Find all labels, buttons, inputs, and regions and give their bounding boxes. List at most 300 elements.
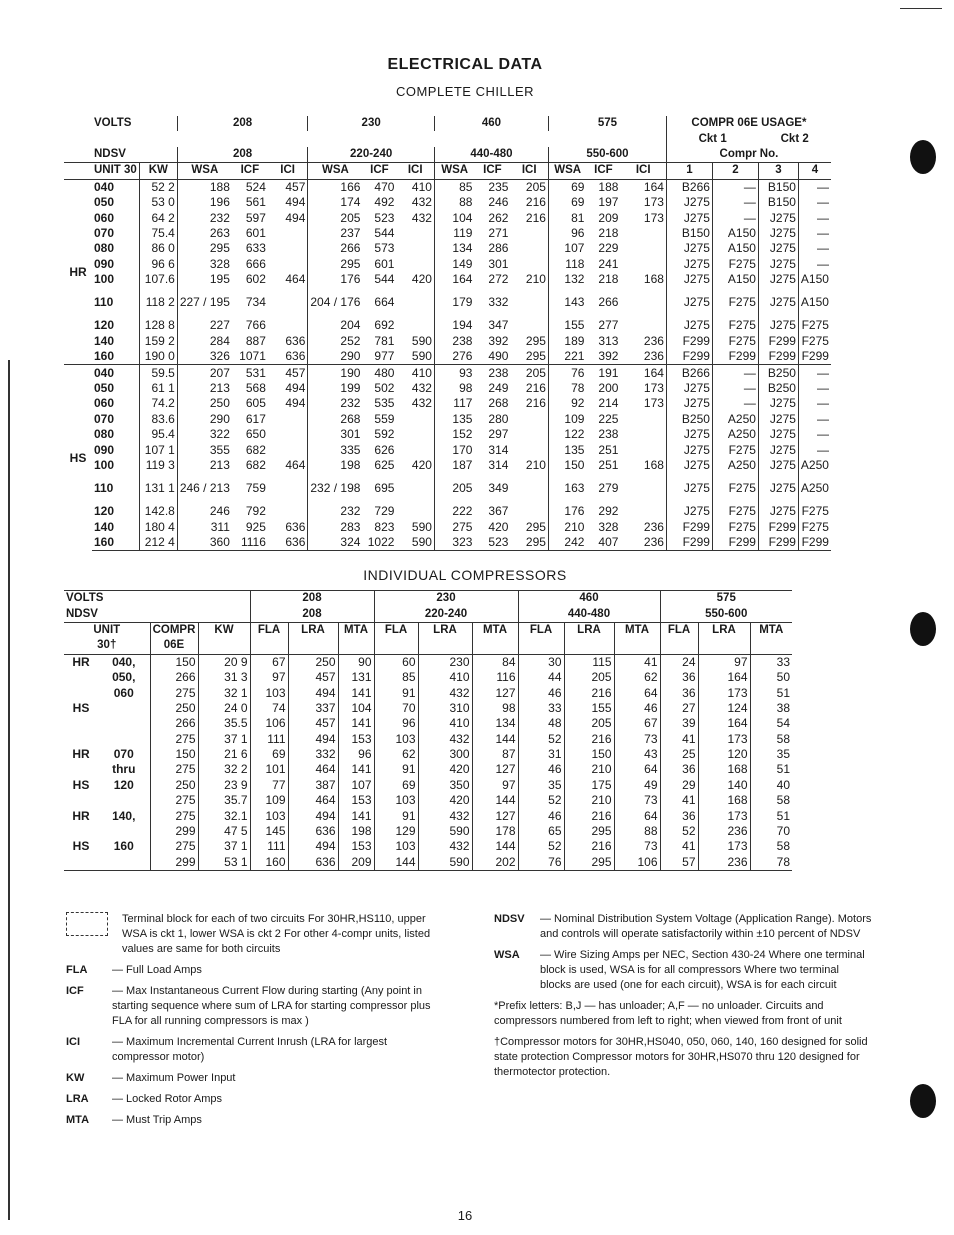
ckt-1-label: Ckt 1 [666,131,758,146]
chiller-cell: 286 [488,241,509,256]
chiller-cell: 207 [177,365,232,381]
compressor-header-volts-cell: 575 [660,591,792,607]
compressor-cell: 60 [374,654,418,670]
spacer [698,638,750,654]
chiller-cell: 216 [525,210,546,225]
compressor-cell: 266 [150,670,198,685]
compressor-cell: 35.7 [198,793,250,808]
compressor-cell: 41 [660,839,698,854]
chiller-cell: F299 [758,349,798,365]
chiller-cell: 349 [488,481,509,496]
compressor-cell: 52 [518,839,564,854]
chiller-cell: 823 [374,519,395,534]
compressor-cell: 310 [418,701,472,716]
chiller-cell: 324 [308,535,363,551]
chiller-cell: 168 [643,458,664,472]
compressor-row [64,793,792,808]
chiller-cell: 81 [548,210,586,225]
unit-model: 120 [94,504,115,519]
chiller-cell: 200 [598,381,619,396]
chiller-cell: — [798,257,831,272]
chiller-cell: 559 [374,411,395,426]
chiller-cell: 246 [488,195,509,210]
chiller-cell: 246 [177,504,232,519]
chiller-cell: 229 [598,241,619,256]
chiller-cell [268,427,308,442]
chiller-cell: 104 [434,210,474,225]
chiller-cell: 173 [643,195,664,210]
chiller-cell: 85 [434,179,474,195]
chiller-cell: 664 [374,295,395,310]
chiller-cell: 238 [598,427,619,442]
chiller-header-ndsv-cell: NDSV [94,147,126,160]
chiller-cell: 159 2 [139,334,177,349]
compressor-cell: 145 [250,824,288,839]
chiller-header-columns [64,163,831,179]
chiller-cell [620,442,666,457]
chiller-cell: 198 [308,458,363,473]
chiller-row [64,241,831,256]
compressor-cell [64,716,98,731]
chiller-cell: 355 [177,442,232,457]
chiller-cell: 268 [308,412,363,427]
chiller-cell: 360 [177,535,232,551]
chiller-cell: 590 [411,333,432,348]
chiller-cell: 232 [177,210,232,225]
compressor-cell: 53 1 [198,855,250,871]
chiller-cell: 284 [177,334,232,349]
spacer [564,638,614,654]
legend-key [66,912,122,957]
compressor-row [64,654,792,670]
chiller-cell: J275 [666,241,712,256]
compressor-cell [64,824,98,839]
compressor-cell: 109 [250,793,288,808]
chiller-cell: 531 [232,365,268,381]
chiller-cell: 180 4 [139,520,177,535]
chiller-cell: 196 [177,195,232,210]
chiller-cell: 221 [548,349,586,365]
compressor-cell: 84 [472,654,518,670]
legend-right [494,912,872,1086]
legend-key: WSA [494,949,520,961]
chiller-cell [396,241,434,256]
compressor-cell: 91 [374,762,418,777]
unit-sub-header: 30† [64,638,150,654]
compressor-cell: 140 [698,778,750,793]
compressor-cell: 175 [564,778,614,793]
chiller-cell: 195 [177,272,232,287]
chiller-cell: 232 [308,504,363,519]
compressor-cell: 299 [150,855,198,871]
compressor-cell: 46 [518,762,564,777]
chiller-cell [92,334,139,349]
chiller-cell: — [798,396,831,411]
compressor-cell: 97 [698,654,750,670]
chiller-cell [92,365,139,381]
compressor-cell: HS [72,839,90,854]
chiller-cell: 190 [308,365,363,381]
compressor-cell [98,824,150,839]
chiller-cell: 173 [643,381,664,396]
chiller-column-header: ICI [268,163,308,179]
compressor-cell [98,716,150,731]
chiller-cell: J275 [666,257,712,272]
chiller-cell: 523 [374,210,395,225]
chiller-cell [92,210,139,225]
chiller-cell: 457 [268,365,308,381]
compressor-cell: 78 [750,855,792,871]
chiller-cell: 759 [245,481,266,496]
chiller-column-header: 4 [798,163,831,179]
chiller-cell: 597 [245,210,266,225]
compressor-cell: 44 [518,670,564,685]
chiller-cell: A250 [798,458,831,473]
compressor-column-header: COMPR [150,622,198,638]
compressor-cell: HR [72,747,90,762]
chiller-cell: B250 [758,381,798,396]
compressor-header-ndsv-cell: 550-600 [660,606,792,622]
chiller-cell [396,473,434,504]
chiller-cell: 191 [586,365,620,381]
compressor-cell: 91 [374,685,418,700]
chiller-cell: 189 [548,334,586,349]
legend-left [66,912,446,1134]
chiller-cell: 328 [598,519,619,534]
compressor-cell: 164 [698,716,750,731]
chiller-cell [396,226,434,241]
chiller-cell: 210 [525,272,546,287]
legend-key: ICF [66,985,84,997]
legend-text: *Prefix letters: B,J — has unloader; A,F — no unloader. Circuits and compressors numbered from left to right; when viewed from front of unit [494,1000,842,1027]
chiller-cell: 626 [374,442,395,457]
compressor-column-header: LRA [564,622,614,638]
chiller-cell [92,504,139,519]
unit-model: 040 [94,365,115,380]
chiller-cell: 187 [434,458,474,473]
chiller-cell: 494 [285,396,306,411]
chiller-column-header: ICF [586,163,620,179]
chiller-cell: 225 [598,411,619,426]
chiller-cell: 295 [525,349,546,364]
compressor-cell: 173 [698,808,750,823]
compressor-header-ndsv-cell: NDSV [66,607,98,620]
compressor-cell: 36 [660,670,698,685]
legend-text: — Max Instantaneous Current Flow during starting (Any point in starting sequence where sum of LRA for starting compressor plus FLA for all running compressors is max ) [112,985,431,1027]
chiller-header-ndsv-cell: 208 [177,147,308,163]
chiller-row [64,179,831,195]
chiller-cell: 272 [488,272,509,287]
chiller-cell [268,241,308,256]
chiller-cell [92,179,139,195]
compressor-cell: 173 [698,732,750,747]
chiller-cell: F299 [758,520,798,535]
chiller-cell: J275 [758,226,798,241]
chiller-column-header: WSA [177,163,232,179]
compressor-cell: 74 [250,701,288,716]
chiller-row [64,535,831,551]
compressor-cell: 127 [472,808,518,823]
chiller-cell: 263 [177,226,232,241]
compressor-cell: 62 [374,747,418,762]
spacer [660,638,698,654]
chiller-cell: 636 [285,519,306,534]
compressor-column-header: MTA [750,622,792,638]
compressor-cell: 37 1 [198,839,250,854]
compressor-cell: 31 [518,747,564,762]
compressor-column-header: FLA [250,622,288,638]
chiller-cell: 295 [525,519,546,534]
chiller-cell: 262 [488,210,509,225]
chiller-cell: 119 [434,226,474,241]
chiller-cell: 213 [177,381,232,396]
chiller-cell [510,257,548,272]
chiller-cell: 535 [374,396,395,411]
chiller-cell [92,458,139,473]
chiller-cell: 118 2 [139,287,177,318]
chiller-cell: — [798,210,831,225]
compressor-cell: 70 [374,701,418,716]
chiller-cell: J275 [666,473,712,504]
chiller-cell: 205 [510,179,548,195]
chiller-column-header: WSA [434,163,474,179]
compressor-cell: 103 [374,793,418,808]
legend-text: — Wire Sizing Amps per NEC, Section 430-24 Where one terminal block is used, WSA is for all compressors Where two terminal blocks are used (one for each circuit), WSA is for each circuit [540,949,865,991]
unit-model: 070 [94,225,115,240]
chiller-cell: A150 [798,287,831,318]
chiller-cell: — [798,241,831,256]
compressor-cell: 62 [614,670,660,685]
chiller-cell [620,241,666,256]
chiller-row [64,287,831,318]
chiller-cell: 194 [434,318,474,333]
chiller-cell: B266 [666,179,712,195]
legend-item [66,1035,446,1065]
unit-model: 090 [94,256,115,271]
chiller-cell: F275 [712,504,758,519]
compressor-cell: 41 [660,793,698,808]
chiller-cell: F275 [712,520,758,535]
chiller-cell: 98 [434,381,474,396]
spacer [198,638,250,654]
compressor-cell: 131 [338,670,374,685]
chiller-cell: 168 [643,272,664,287]
chiller-header-ndsv-cell: 550-600 [548,147,666,163]
chiller-cell: 117 [434,396,474,411]
compressor-cell: 300 [418,747,472,762]
compressor-cell: 275 [150,732,198,747]
compressor-cell: 30 [518,654,564,670]
legend-item [494,912,872,942]
page-title: ELECTRICAL DATA [387,56,543,73]
chiller-cell: 216 [525,195,546,210]
chiller-cell [92,535,139,551]
compressor-cell: 127 [472,762,518,777]
unit-model: 110 [94,295,114,310]
chiller-cell [620,412,666,427]
compressor-cell: 210 [564,793,614,808]
unit-model: 040 [94,179,115,194]
compressor-row [64,824,792,839]
chiller-cell [268,226,308,241]
compressor-cell: 41 [660,732,698,747]
chiller-cell: 149 [434,257,474,272]
chiller-cell: A150 [712,241,758,256]
unit-model: 060 [94,396,115,411]
chiller-cell: — [798,427,831,442]
compressor-cell: 103 [250,685,288,700]
chiller-cell [396,427,434,442]
compressor-cell: 337 [288,701,338,716]
compressor-cell: 266 [150,716,198,731]
compressor-cell: 202 [472,855,518,871]
chiller-cell: 52 2 [139,179,177,195]
compressor-cell: 103 [374,839,418,854]
chiller-cell: 323 [434,535,474,551]
chiller-cell: 78 [548,381,586,396]
compressor-cell: 275 [150,685,198,700]
compressor-cell: 76 [518,855,564,871]
chiller-cell: 173 [643,396,664,411]
chiller-cell: 301 [308,427,363,442]
compressor-cell: 120 [698,747,750,762]
compressor-cell: 91 [374,808,418,823]
chiller-cell [92,442,139,457]
chiller-cell: J275 [666,210,712,225]
chiller-row [64,381,831,396]
chiller-cell: — [798,412,831,427]
compressor-cell: 37 1 [198,732,250,747]
chiller-cell: 480 [362,365,396,381]
compressor-cell: 432 [418,732,472,747]
unit-model: 100 [94,272,115,287]
chiller-cell: 692 [374,318,395,333]
compressor-cell: 33 [750,654,792,670]
chiller-cell [510,241,548,256]
chiller-row [64,396,831,411]
chiller-row [64,349,831,365]
chiller-cell [510,504,548,519]
compressor-cell: 457 [288,670,338,685]
spacer [64,131,92,146]
chiller-cell: 152 [434,427,474,442]
chiller-cell: 213 [177,458,232,473]
compressor-row [64,839,792,854]
chiller-cell: 199 [308,381,363,396]
chiller-cell: J275 [758,427,798,442]
chiller-cell: J275 [758,257,798,272]
compressor-cell: 104 [338,701,374,716]
compressor-cell: 178 [472,824,518,839]
compressor-cell: 90 [338,654,374,670]
compressor-cell: 205 [564,716,614,731]
chiller-cell [268,287,308,318]
compressor-column-header: FLA [660,622,698,638]
chiller-cell: 420 [411,272,432,287]
legend-text: — Locked Rotor Amps [112,1093,223,1105]
chiller-cell: 766 [245,318,266,333]
chiller-cell: 179 [434,287,474,318]
chiller-cell: 96 6 [139,257,177,272]
chiller-cell: 470 [362,179,396,195]
chiller-cell: J275 [666,427,712,442]
chiller-column-header: KW [139,163,177,179]
compressor-cell: 432 [418,808,472,823]
chiller-row [64,365,831,381]
compressor-cell: 52 [660,824,698,839]
chiller-cell: F299 [712,349,758,365]
chiller-cell: 290 [177,412,232,427]
chiller-cell: J275 [666,458,712,473]
compressor-cell: 216 [564,808,614,823]
legend-item [66,984,446,1029]
compressor-cell: 150 [150,654,198,670]
spacer [614,638,660,654]
compressor-cell: 173 [698,685,750,700]
chiller-cell: 410 [396,365,434,381]
compressor-cell: 96 [338,747,374,762]
chiller-cell [620,318,666,333]
chiller-cell: 295 [177,241,232,256]
chiller-cell: J275 [758,272,798,287]
chiller-cell [92,241,139,256]
chiller-cell: 173 [643,210,664,225]
chiller-cell: 695 [374,481,395,496]
compressor-cell: 103 [374,732,418,747]
chiller-cell: 93 [434,365,474,381]
chiller-cell: J275 [758,287,798,318]
chiller-cell: 235 [474,179,510,195]
chiller-cell: J275 [666,504,712,519]
compressor-cell: 52 [518,793,564,808]
compressor-cell [64,732,98,747]
chiller-cell: 335 [308,442,363,457]
legend-text: — Full Load Amps [112,964,202,976]
chiller-header-ckt [64,131,831,146]
compressor-header-ndsv-cell: 208 [250,606,374,622]
chiller-cell: 617 [245,411,266,426]
unit-model: 110 [94,481,114,496]
compressor-cell: 33 [518,701,564,716]
compressor-cell: 49 [614,778,660,793]
compressor-cell: 432 [418,685,472,700]
compressor-cell [64,670,98,685]
chiller-cell: 392 [598,349,619,364]
chiller-cell: 605 [245,396,266,411]
chiller-cell: 236 [643,519,664,534]
chiller-cell: 216 [525,381,546,396]
chiller-cell: 544 [374,272,395,287]
compressor-cell: 64 [614,808,660,823]
chiller-cell: 328 [177,257,232,272]
chiller-cell: 601 [374,256,395,271]
chiller-cell: 347 [488,318,509,333]
compressor-cell [64,762,98,777]
chiller-cell: B150 [758,179,798,195]
chiller-cell: 188 [586,179,620,195]
chiller-cell: 53 0 [139,195,177,210]
chiller-header-volts-cell: 208 [177,116,308,131]
chiller-cell: — [712,210,758,225]
unit-model: 140 [94,333,115,348]
chiller-cell: 164 [434,272,474,287]
compressor-cell: 636 [288,824,338,839]
chiller-cell [510,473,548,504]
chiller-cell: 925 [245,519,266,534]
chiller-cell: 568 [245,381,266,396]
compressor-cell: 124 [698,701,750,716]
chiller-cell: 155 [548,318,586,333]
